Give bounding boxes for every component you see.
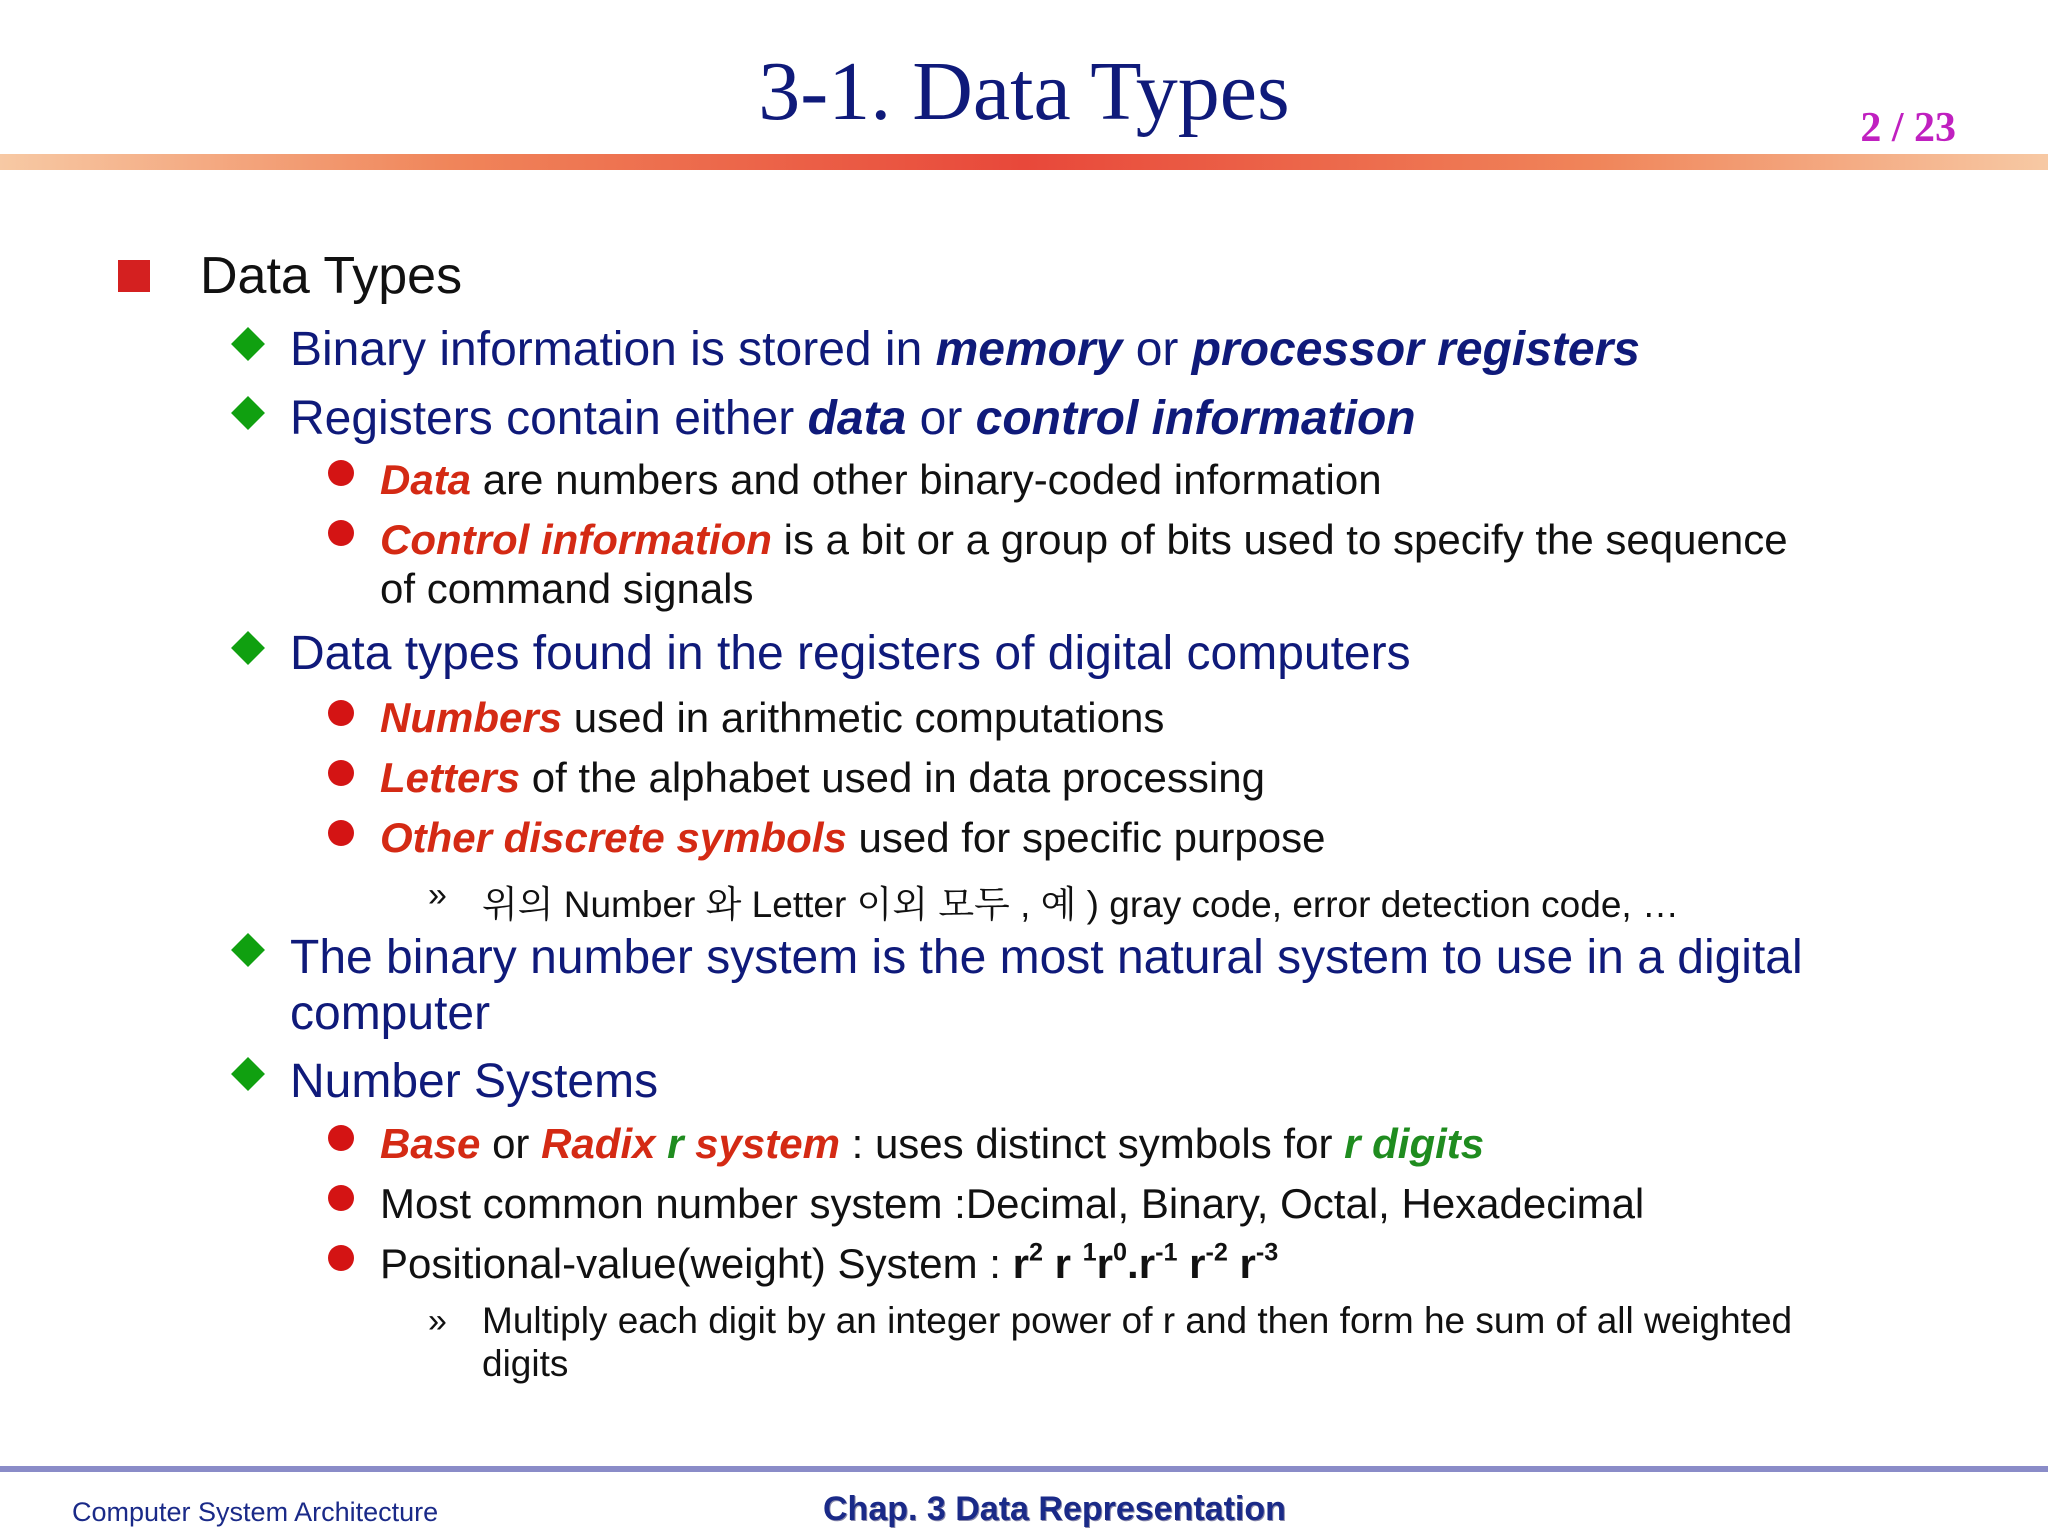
- page-title: 3-1. Data Types: [758, 45, 1290, 138]
- diamond-bullet-icon: [231, 933, 265, 967]
- list-item: The binary number system is the most natural system to use in a digital: [290, 931, 1803, 984]
- dot-bullet-icon: [328, 1185, 354, 1211]
- list-item: Binary information is stored in memory or processor registers: [290, 323, 1640, 376]
- list-item-continuation: of command signals: [380, 565, 754, 612]
- footer-course-title: Computer System Architecture: [72, 1497, 439, 1527]
- dot-bullet-icon: [328, 700, 354, 726]
- footer-divider: [0, 1466, 2048, 1472]
- square-bullet-icon: [118, 260, 150, 292]
- dot-bullet-icon: [328, 460, 354, 486]
- diamond-bullet-icon: [231, 327, 265, 361]
- list-item: Base or Radix r system : uses distinct symbols for r digits: [380, 1120, 1485, 1167]
- list-item-continuation: computer: [290, 987, 491, 1040]
- list-item: Data are numbers and other binary-coded information: [380, 456, 1382, 503]
- footer-chapter-title: Chap. 3 Data Representation: [823, 1490, 1286, 1528]
- list-item: Multiply each digit by an integer power of r and then form he sum of all weighted: [482, 1300, 1793, 1341]
- positional-weights: $r^2$ r $^1r^0.r^{-1}$ $r^{-2}$ $r^{-3}$: [1012, 1238, 1279, 1287]
- list-item: Number Systems: [290, 1055, 659, 1108]
- list-item: Most common number system :Decimal, Binary, Octal, Hexadecimal: [380, 1180, 1645, 1227]
- dot-bullet-icon: [328, 820, 354, 846]
- list-item: Numbers used in arithmetic computations: [380, 694, 1165, 741]
- list-item: Other discrete symbols used for specific purpose: [380, 814, 1326, 861]
- list-item: Registers contain either data or control information: [290, 392, 1416, 445]
- list-item-continuation: digits: [482, 1343, 569, 1384]
- dot-bullet-icon: [328, 1245, 354, 1271]
- list-item: Control information is a bit or a group of bits used to specify the sequence: [380, 516, 1788, 563]
- diamond-bullet-icon: [231, 631, 265, 665]
- dot-bullet-icon: [328, 1125, 354, 1151]
- list-item: 위의 Number 와 Letter 이외 모두 , 예 ) gray code, error detection code, …: [482, 884, 1679, 925]
- list-item: Data types found in the registers of digital computers: [290, 627, 1411, 680]
- chevron-bullet-icon: »: [428, 1302, 447, 1340]
- list-item: Letters of the alphabet used in data processing: [380, 754, 1265, 801]
- list-item: Positional-value(weight) System : $r^2$ r $^1r^0.r^{-1}$ $r^{-2}$ $r^{-3}$: [380, 1238, 1279, 1287]
- chevron-bullet-icon: »: [428, 876, 447, 914]
- dot-bullet-icon: [328, 760, 354, 786]
- dot-bullet-icon: [328, 520, 354, 546]
- page-number: 2 / 23: [1860, 105, 1956, 151]
- diamond-bullet-icon: [231, 1057, 265, 1091]
- diamond-bullet-icon: [231, 396, 265, 430]
- heading-data-types: Data Types: [200, 247, 463, 305]
